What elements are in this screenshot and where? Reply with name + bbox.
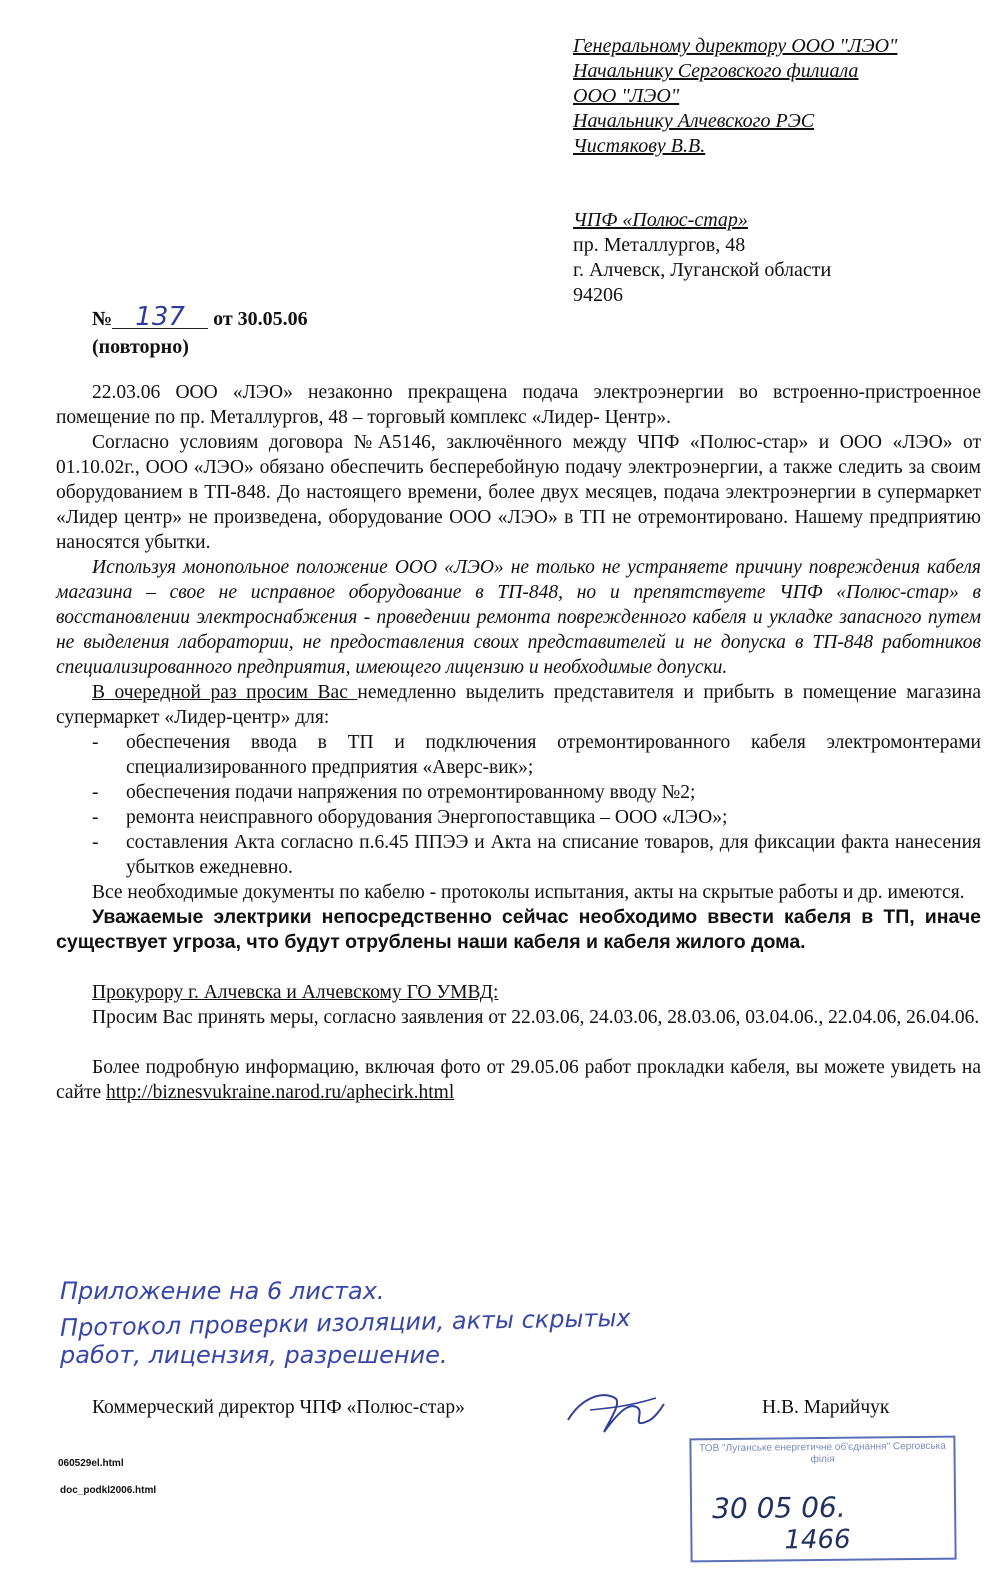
recipient-line: Начальнику Алчевского РЭС xyxy=(573,110,815,132)
paragraph-3: Используя монопольное положение ООО «ЛЭО» не только не устраняете причину повреждения кабеля магазина – свое не исправное оборудование в ТП-848, но и препятствуете ЧПФ «Полюс-стар» в восстановлении электроснабжения - проведении ремонта поврежденного кабеля и укладке запасного путем не выделения лаборатории, не предоставления своих представителей и не допуска в ТП-848 работников специализированного предприятия, имеющего лицензию и необходимые допуски. xyxy=(56,557,981,678)
signatory-name: Н.В. Марийчук xyxy=(762,1397,890,1418)
filename-label: 060529el.html xyxy=(58,1458,124,1469)
signature-line xyxy=(92,1397,932,1419)
recipient-line: Чистякову В.В. xyxy=(573,135,706,157)
request-underlined: В очередной раз просим Вас xyxy=(92,682,358,703)
paragraph-6-bold: Уважаемые электрики непосредственно сейчас необходимо ввести кабеля в ТП, иначе существует угроза, что будут отрублены наши кабеля и кабеля жилого дома. xyxy=(56,906,981,953)
recipient-block xyxy=(573,34,983,159)
handwritten-signature xyxy=(560,1380,670,1440)
stamp-date: 30 05 06. xyxy=(711,1490,846,1526)
number-sign: № xyxy=(92,308,113,330)
list-item xyxy=(56,805,981,830)
list-dash: - xyxy=(92,807,99,828)
stamp-org: ТОВ "Луганське енергетичне об'єднання" Серговська філія xyxy=(699,1440,946,1466)
sender-block xyxy=(573,208,983,308)
list-dash: - xyxy=(92,832,99,853)
sender-postcode: 94206 xyxy=(573,284,623,306)
paragraph-2: Согласно условиям договора №А5146, заключённого между ЧПФ «Полюс-стар» и ООО «ЛЭО» от 01.10.02г., ООО «ЛЭО» обязано обеспечить бесперебойную подачу электроэнергии, а также следить за своим оборудованием в ТП-848. До настоящего времени, более двух месяцев, подача электроэнергии в супермаркет «Лидер центр» не произведена, оборудование ООО «ЛЭО» в ТП не отремонтировано. Нашему предприятию наносятся убытки. xyxy=(56,432,981,553)
registration-stamp xyxy=(689,1436,956,1563)
sender-name: ЧПФ «Полюс-стар» xyxy=(573,209,748,231)
list-item-text: ремонта неисправного оборудования Энергопоставщика – ООО «ЛЭО»; xyxy=(126,807,728,828)
stamp-number: 1466 xyxy=(784,1524,851,1556)
filename-label: doc_podkl2006.html xyxy=(60,1485,157,1496)
paragraph-1: 22.03.06 ООО «ЛЭО» незаконно прекращена подача электроэнергии во встроенно-пристроенное помещение по пр. Металлургов, 48 – торговый комплекс «Лидер- Центр». xyxy=(56,382,981,428)
list-item-text: составления Акта согласно п.6.45 ППЭЭ и Акта на списание товаров, для фиксации факта нанесения убытков ежедневно. xyxy=(126,832,981,878)
list-item xyxy=(56,830,981,880)
signatory-title: Коммерческий директор ЧПФ «Полюс-стар» xyxy=(92,1397,465,1418)
list-item-text: обеспечения подачи напряжения по отремонтированному вводу №2; xyxy=(126,782,696,803)
letter-date: 30.05.06 xyxy=(237,308,308,330)
date-prefix: от xyxy=(213,308,233,330)
paragraph-5: Все необходимые документы по кабелю - протоколы испытания, акты на скрытые работы и др. имеются. xyxy=(92,882,965,903)
request-rest: немедленно выделить представителя и прибыть в помещение магазина супермаркет «Лидер-центр» для: xyxy=(56,682,981,728)
handwritten-line: Протокол проверки изоляции, акты скрытых xyxy=(59,1303,631,1342)
sender-street: пр. Металлургов, 48 xyxy=(573,234,746,256)
list-item xyxy=(56,780,981,805)
paragraph-8 xyxy=(56,1055,981,1105)
list-dash: - xyxy=(92,732,99,753)
recipient-line: ООО "ЛЭО" xyxy=(573,85,680,107)
prosecutor-heading: Прокурору г. Алчевска и Алчевскому ГО УМВД: xyxy=(92,982,499,1003)
website-link[interactable]: http://biznesvukraine.narod.ru/aphecirk.html xyxy=(106,1082,455,1103)
handwritten-number: 137 xyxy=(112,306,208,329)
request-list xyxy=(56,730,981,880)
recipient-line: Начальнику Серговского филиала xyxy=(573,60,859,82)
list-dash: - xyxy=(92,782,99,803)
handwritten-note xyxy=(59,1275,631,1371)
sender-city: г. Алчевск, Луганской области xyxy=(573,259,832,281)
handwritten-line: работ, лицензия, разрешение. xyxy=(60,1341,448,1369)
paragraph-7: Просим Вас принять меры, согласно заявления от 22.03.06, 24.03.06, 28.03.06, 03.04.06., 22.04.06, 26.04.06. xyxy=(92,1007,980,1028)
reference-line xyxy=(92,302,308,361)
handwritten-line: Приложение на 6 листах. xyxy=(60,1277,385,1305)
letter-body xyxy=(56,380,981,1105)
paragraph-8-text: Более подробную информацию, включая фото от 29.05.06 работ прокладки кабеля, вы можете увидеть на сайте xyxy=(56,1057,981,1103)
recipient-line: Генеральному директору ООО "ЛЭО" xyxy=(573,35,898,57)
list-item xyxy=(56,730,981,780)
list-item-text: обеспечения ввода в ТП и подключения отремонтированного кабеля электромонтерами специализированного предприятия «Аверс-вик»; xyxy=(126,732,981,778)
repeat-note: (повторно) xyxy=(92,336,189,358)
paragraph-4 xyxy=(56,680,981,730)
